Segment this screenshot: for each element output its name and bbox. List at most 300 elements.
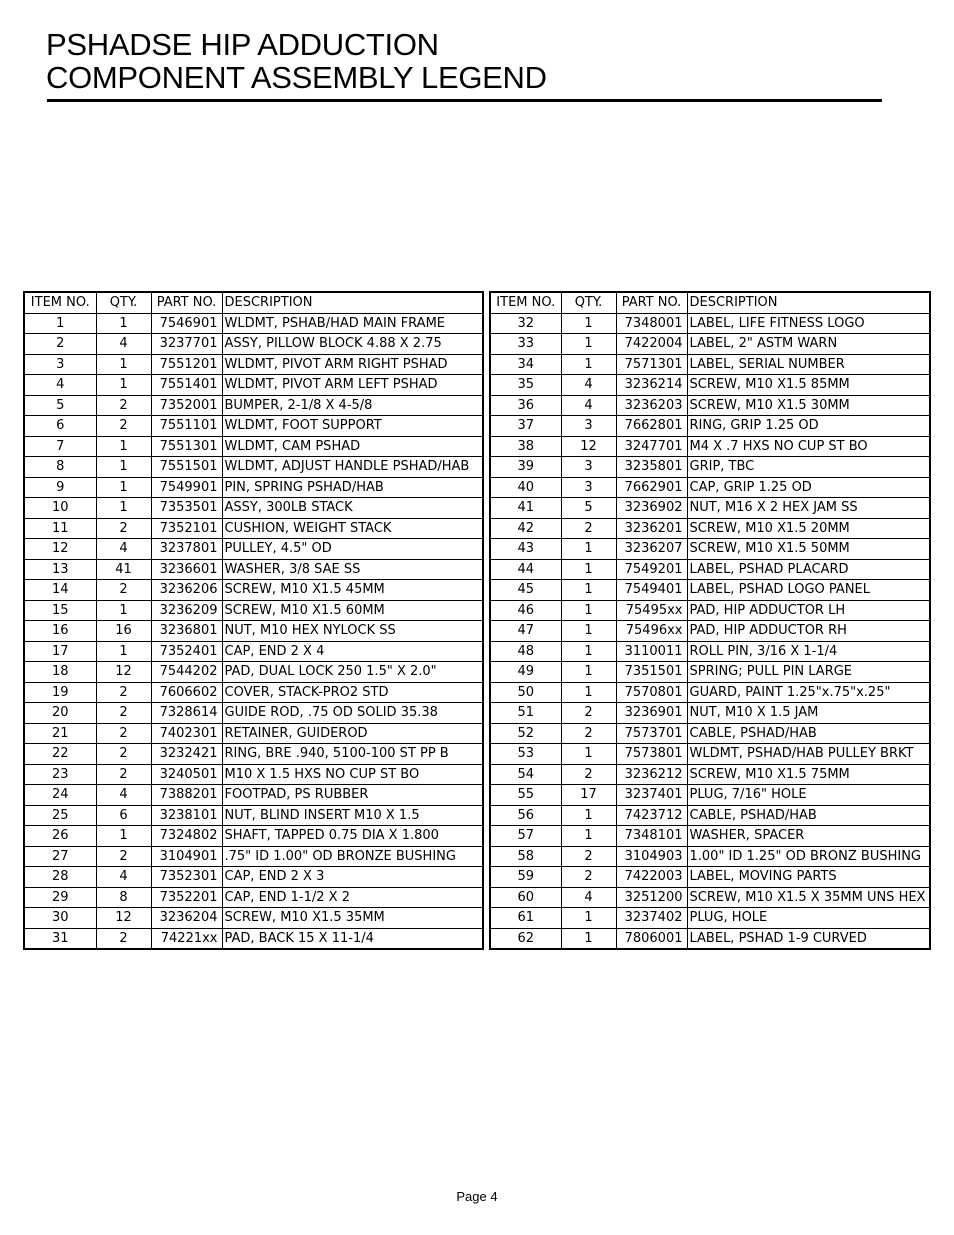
item-no-cell: 59: [490, 867, 561, 888]
item-no-cell: 23: [24, 764, 96, 785]
part-no-cell: 7662801: [616, 416, 687, 437]
part-no-cell: 7352101: [151, 518, 222, 539]
qty-cell: 12: [96, 662, 151, 683]
item-no-cell: 26: [24, 826, 96, 847]
qty-cell: 1: [561, 928, 616, 949]
description-cell: WLDMT, CAM PSHAD: [222, 436, 483, 457]
item-no-cell: 1: [24, 313, 96, 334]
qty-cell: 2: [96, 580, 151, 601]
qty-cell: 1: [561, 600, 616, 621]
qty-cell: 1: [561, 621, 616, 642]
description-cell: SPRING; PULL PIN LARGE: [687, 662, 930, 683]
item-no-cell: 60: [490, 887, 561, 908]
qty-cell: 4: [96, 539, 151, 560]
legend-table-left: [23, 291, 484, 950]
item-no-cell: 4: [24, 375, 96, 396]
qty-cell: 12: [96, 908, 151, 929]
qty-cell: 4: [96, 867, 151, 888]
description-cell: LABEL, 2" ASTM WARN: [687, 334, 930, 355]
part-no-cell: 7551501: [151, 457, 222, 478]
description-cell: CAP, END 2 X 3: [222, 867, 483, 888]
part-no-cell: 3236901: [616, 703, 687, 724]
item-no-cell: 3: [24, 354, 96, 375]
table-row: [490, 928, 930, 949]
part-no-cell: 7351501: [616, 662, 687, 683]
item-no-cell: 11: [24, 518, 96, 539]
description-cell: SCREW, M10 X1.5 30MM: [687, 395, 930, 416]
header-part-no: PART NO.: [616, 292, 687, 313]
qty-cell: 2: [561, 764, 616, 785]
qty-cell: 3: [561, 477, 616, 498]
table-row: [490, 641, 930, 662]
item-no-cell: 62: [490, 928, 561, 949]
description-cell: SCREW, M10 X1.5 60MM: [222, 600, 483, 621]
description-cell: ROLL PIN, 3/16 X 1-1/4: [687, 641, 930, 662]
description-cell: WLDMT, PIVOT ARM LEFT PSHAD: [222, 375, 483, 396]
qty-cell: 2: [96, 416, 151, 437]
item-no-cell: 46: [490, 600, 561, 621]
table-row: [24, 744, 483, 765]
table-row: [24, 600, 483, 621]
qty-cell: 1: [561, 580, 616, 601]
header-part-no: PART NO.: [151, 292, 222, 313]
part-no-cell: 75496xx: [616, 621, 687, 642]
description-cell: PAD, DUAL LOCK 250 1.5" X 2.0": [222, 662, 483, 683]
description-cell: M4 X .7 HXS NO CUP ST BO: [687, 436, 930, 457]
table-row: [490, 334, 930, 355]
item-no-cell: 34: [490, 354, 561, 375]
item-no-cell: 43: [490, 539, 561, 560]
table-row: [490, 477, 930, 498]
qty-cell: 6: [96, 805, 151, 826]
table-row: [490, 559, 930, 580]
qty-cell: 2: [96, 764, 151, 785]
description-cell: PULLEY, 4.5" OD: [222, 539, 483, 560]
description-cell: BUMPER, 2-1/8 X 4-5/8: [222, 395, 483, 416]
table-row: [490, 744, 930, 765]
qty-cell: 4: [96, 785, 151, 806]
part-no-cell: 3236902: [616, 498, 687, 519]
qty-cell: 1: [96, 354, 151, 375]
qty-cell: 3: [561, 416, 616, 437]
table-row: [490, 662, 930, 683]
table-row: [490, 600, 930, 621]
part-no-cell: 3247701: [616, 436, 687, 457]
part-no-cell: 3236214: [616, 375, 687, 396]
part-no-cell: 7422003: [616, 867, 687, 888]
table-row: [24, 867, 483, 888]
part-no-cell: 7352001: [151, 395, 222, 416]
item-no-cell: 57: [490, 826, 561, 847]
description-cell: PAD, HIP ADDUCTOR RH: [687, 621, 930, 642]
header-qty: QTY.: [561, 292, 616, 313]
description-cell: SCREW, M10 X1.5 50MM: [687, 539, 930, 560]
qty-cell: 1: [561, 908, 616, 929]
item-no-cell: 25: [24, 805, 96, 826]
part-no-cell: 3236206: [151, 580, 222, 601]
item-no-cell: 14: [24, 580, 96, 601]
description-cell: SCREW, M10 X1.5 X 35MM UNS HEX: [687, 887, 930, 908]
item-no-cell: 48: [490, 641, 561, 662]
qty-cell: 1: [561, 662, 616, 683]
item-no-cell: 33: [490, 334, 561, 355]
description-cell: SCREW, M10 X1.5 75MM: [687, 764, 930, 785]
part-no-cell: 3236601: [151, 559, 222, 580]
table-row: [24, 764, 483, 785]
qty-cell: 4: [561, 375, 616, 396]
item-no-cell: 19: [24, 682, 96, 703]
part-no-cell: 3237801: [151, 539, 222, 560]
table-row: [490, 682, 930, 703]
table-row: [490, 518, 930, 539]
title-line-2: COMPONENT ASSEMBLY LEGEND: [46, 60, 547, 95]
part-no-cell: 3104901: [151, 846, 222, 867]
part-no-cell: 7348001: [616, 313, 687, 334]
table-row: [490, 539, 930, 560]
qty-cell: 1: [96, 457, 151, 478]
item-no-cell: 21: [24, 723, 96, 744]
item-no-cell: 56: [490, 805, 561, 826]
item-no-cell: 8: [24, 457, 96, 478]
part-no-cell: 3238101: [151, 805, 222, 826]
table-row: [24, 354, 483, 375]
item-no-cell: 49: [490, 662, 561, 683]
qty-cell: 1: [561, 805, 616, 826]
item-no-cell: 17: [24, 641, 96, 662]
qty-cell: 1: [96, 498, 151, 519]
page-number: Page 4: [456, 1189, 498, 1204]
description-cell: CAP, GRIP 1.25 OD: [687, 477, 930, 498]
part-no-cell: 7353501: [151, 498, 222, 519]
part-no-cell: 3235801: [616, 457, 687, 478]
part-no-cell: 7348101: [616, 826, 687, 847]
description-cell: WLDMT, ADJUST HANDLE PSHAD/HAB: [222, 457, 483, 478]
description-cell: WLDMT, FOOT SUPPORT: [222, 416, 483, 437]
part-no-cell: 3237401: [616, 785, 687, 806]
item-no-cell: 18: [24, 662, 96, 683]
qty-cell: 1: [561, 313, 616, 334]
table-row: [24, 539, 483, 560]
description-cell: SCREW, M10 X1.5 45MM: [222, 580, 483, 601]
qty-cell: 16: [96, 621, 151, 642]
qty-cell: 1: [96, 313, 151, 334]
description-cell: ASSY, 300LB STACK: [222, 498, 483, 519]
table-row: [490, 313, 930, 334]
qty-cell: 1: [561, 744, 616, 765]
qty-cell: 1: [96, 436, 151, 457]
description-cell: SCREW, M10 X1.5 35MM: [222, 908, 483, 929]
part-no-cell: 7423712: [616, 805, 687, 826]
part-no-cell: 7570801: [616, 682, 687, 703]
description-cell: SCREW, M10 X1.5 85MM: [687, 375, 930, 396]
item-no-cell: 20: [24, 703, 96, 724]
qty-cell: 12: [561, 436, 616, 457]
table-row: [24, 641, 483, 662]
description-cell: SCREW, M10 X1.5 20MM: [687, 518, 930, 539]
part-no-cell: 7546901: [151, 313, 222, 334]
description-cell: RETAINER, GUIDEROD: [222, 723, 483, 744]
part-no-cell: 3110011: [616, 641, 687, 662]
qty-cell: 1: [96, 477, 151, 498]
description-cell: NUT, M10 HEX NYLOCK SS: [222, 621, 483, 642]
table-row: [24, 395, 483, 416]
item-no-cell: 61: [490, 908, 561, 929]
table-row: [490, 703, 930, 724]
item-no-cell: 28: [24, 867, 96, 888]
table-row: [490, 354, 930, 375]
part-no-cell: 7328614: [151, 703, 222, 724]
table-row: [24, 436, 483, 457]
table-header-row: [24, 292, 483, 313]
title-line-1: PSHADSE HIP ADDUCTION: [46, 27, 439, 62]
part-no-cell: 3240501: [151, 764, 222, 785]
part-no-cell: 3236801: [151, 621, 222, 642]
header-description: DESCRIPTION: [687, 292, 930, 313]
description-cell: WLDMT, PSHAB/HAD MAIN FRAME: [222, 313, 483, 334]
item-no-cell: 2: [24, 334, 96, 355]
table-row: [24, 826, 483, 847]
table-header-row: [490, 292, 930, 313]
table-row: [24, 703, 483, 724]
part-no-cell: 7549201: [616, 559, 687, 580]
description-cell: PAD, HIP ADDUCTOR LH: [687, 600, 930, 621]
part-no-cell: 7571301: [616, 354, 687, 375]
qty-cell: 1: [96, 600, 151, 621]
part-no-cell: 3104903: [616, 846, 687, 867]
header-qty: QTY.: [96, 292, 151, 313]
qty-cell: 1: [561, 559, 616, 580]
part-no-cell: 7606602: [151, 682, 222, 703]
item-no-cell: 39: [490, 457, 561, 478]
qty-cell: 1: [561, 826, 616, 847]
description-cell: WASHER, SPACER: [687, 826, 930, 847]
table-row: [490, 436, 930, 457]
table-row: [490, 621, 930, 642]
qty-cell: 2: [96, 395, 151, 416]
qty-cell: 2: [561, 518, 616, 539]
item-no-cell: 51: [490, 703, 561, 724]
table-row: [490, 395, 930, 416]
qty-cell: 2: [96, 703, 151, 724]
item-no-cell: 41: [490, 498, 561, 519]
qty-cell: 2: [561, 703, 616, 724]
qty-cell: 1: [561, 354, 616, 375]
item-no-cell: 50: [490, 682, 561, 703]
part-no-cell: 7422004: [616, 334, 687, 355]
item-no-cell: 52: [490, 723, 561, 744]
description-cell: NUT, M10 X 1.5 JAM: [687, 703, 930, 724]
description-cell: LABEL, PSHAD PLACARD: [687, 559, 930, 580]
item-no-cell: 40: [490, 477, 561, 498]
part-no-cell: 3236203: [616, 395, 687, 416]
description-cell: GUIDE ROD, .75 OD SOLID 35.38: [222, 703, 483, 724]
description-cell: WLDMT, PIVOT ARM RIGHT PSHAD: [222, 354, 483, 375]
table-row: [490, 867, 930, 888]
description-cell: PIN, SPRING PSHAD/HAB: [222, 477, 483, 498]
table-row: [24, 580, 483, 601]
item-no-cell: 9: [24, 477, 96, 498]
header-description: DESCRIPTION: [222, 292, 483, 313]
description-cell: FOOTPAD, PS RUBBER: [222, 785, 483, 806]
table-row: [490, 375, 930, 396]
item-no-cell: 54: [490, 764, 561, 785]
part-no-cell: 3236207: [616, 539, 687, 560]
part-no-cell: 3236209: [151, 600, 222, 621]
part-no-cell: 7551101: [151, 416, 222, 437]
part-no-cell: 7573701: [616, 723, 687, 744]
qty-cell: 1: [561, 682, 616, 703]
item-no-cell: 55: [490, 785, 561, 806]
description-cell: CABLE, PSHAD/HAB: [687, 723, 930, 744]
part-no-cell: 7352201: [151, 887, 222, 908]
part-no-cell: 7549401: [616, 580, 687, 601]
description-cell: NUT, M16 X 2 HEX JAM SS: [687, 498, 930, 519]
part-no-cell: 7324802: [151, 826, 222, 847]
description-cell: COVER, STACK-PRO2 STD: [222, 682, 483, 703]
description-cell: LABEL, MOVING PARTS: [687, 867, 930, 888]
qty-cell: 4: [561, 887, 616, 908]
description-cell: M10 X 1.5 HXS NO CUP ST BO: [222, 764, 483, 785]
table-row: [24, 559, 483, 580]
part-no-cell: 7551401: [151, 375, 222, 396]
description-cell: ASSY, PILLOW BLOCK 4.88 X 2.75: [222, 334, 483, 355]
part-no-cell: 75495xx: [616, 600, 687, 621]
qty-cell: 4: [561, 395, 616, 416]
qty-cell: 2: [96, 928, 151, 949]
table-row: [490, 457, 930, 478]
qty-cell: 1: [561, 539, 616, 560]
qty-cell: 4: [96, 334, 151, 355]
description-cell: RING, GRIP 1.25 OD: [687, 416, 930, 437]
description-cell: LABEL, SERIAL NUMBER: [687, 354, 930, 375]
description-cell: NUT, BLIND INSERT M10 X 1.5: [222, 805, 483, 826]
qty-cell: 2: [561, 846, 616, 867]
part-no-cell: 7388201: [151, 785, 222, 806]
table-row: [24, 928, 483, 949]
table-row: [24, 334, 483, 355]
qty-cell: 1: [561, 334, 616, 355]
part-no-cell: 7573801: [616, 744, 687, 765]
description-cell: CUSHION, WEIGHT STACK: [222, 518, 483, 539]
qty-cell: 2: [96, 682, 151, 703]
table-row: [24, 662, 483, 683]
table-row: [24, 416, 483, 437]
table-row: [490, 887, 930, 908]
table-row: [490, 785, 930, 806]
part-no-cell: 7352301: [151, 867, 222, 888]
table-row: [490, 416, 930, 437]
description-cell: WASHER, 3/8 SAE SS: [222, 559, 483, 580]
page-title: [46, 28, 547, 94]
item-no-cell: 12: [24, 539, 96, 560]
description-cell: CAP, END 1-1/2 X 2: [222, 887, 483, 908]
title-underline: [47, 99, 882, 102]
item-no-cell: 5: [24, 395, 96, 416]
qty-cell: 2: [561, 867, 616, 888]
qty-cell: 1: [96, 641, 151, 662]
part-no-cell: 3237402: [616, 908, 687, 929]
item-no-cell: 31: [24, 928, 96, 949]
description-cell: LABEL, LIFE FITNESS LOGO: [687, 313, 930, 334]
description-cell: WLDMT, PSHAD/HAB PULLEY BRKT: [687, 744, 930, 765]
description-cell: CAP, END 2 X 4: [222, 641, 483, 662]
table-row: [490, 908, 930, 929]
part-no-cell: 3236204: [151, 908, 222, 929]
table-row: [24, 805, 483, 826]
part-no-cell: 3232421: [151, 744, 222, 765]
item-no-cell: 37: [490, 416, 561, 437]
part-no-cell: 3251200: [616, 887, 687, 908]
description-cell: LABEL, PSHAD 1-9 CURVED: [687, 928, 930, 949]
table-row: [490, 580, 930, 601]
item-no-cell: 6: [24, 416, 96, 437]
item-no-cell: 10: [24, 498, 96, 519]
qty-cell: 3: [561, 457, 616, 478]
description-cell: RING, BRE .940, 5100-100 ST PP B: [222, 744, 483, 765]
part-no-cell: 3237701: [151, 334, 222, 355]
qty-cell: 2: [96, 723, 151, 744]
table-row: [24, 723, 483, 744]
table-row: [24, 498, 483, 519]
description-cell: PAD, BACK 15 X 11-1/4: [222, 928, 483, 949]
item-no-cell: 36: [490, 395, 561, 416]
table-row: [24, 908, 483, 929]
item-no-cell: 16: [24, 621, 96, 642]
table-row: [24, 477, 483, 498]
description-cell: .75" ID 1.00" OD BRONZE BUSHING: [222, 846, 483, 867]
description-cell: PLUG, HOLE: [687, 908, 930, 929]
table-row: [24, 682, 483, 703]
description-cell: 1.00" ID 1.25" OD BRONZ BUSHING: [687, 846, 930, 867]
table-row: [490, 723, 930, 744]
description-cell: GRIP, TBC: [687, 457, 930, 478]
header-item-no: ITEM NO.: [24, 292, 96, 313]
item-no-cell: 47: [490, 621, 561, 642]
item-no-cell: 15: [24, 600, 96, 621]
item-no-cell: 44: [490, 559, 561, 580]
part-no-cell: 7402301: [151, 723, 222, 744]
qty-cell: 1: [96, 826, 151, 847]
part-no-cell: 7806001: [616, 928, 687, 949]
qty-cell: 5: [561, 498, 616, 519]
table-row: [490, 826, 930, 847]
qty-cell: 2: [96, 518, 151, 539]
qty-cell: 1: [561, 641, 616, 662]
item-no-cell: 53: [490, 744, 561, 765]
table-row: [24, 887, 483, 908]
qty-cell: 1: [96, 375, 151, 396]
description-cell: LABEL, PSHAD LOGO PANEL: [687, 580, 930, 601]
table-row: [24, 621, 483, 642]
table-row: [24, 785, 483, 806]
item-no-cell: 45: [490, 580, 561, 601]
item-no-cell: 38: [490, 436, 561, 457]
item-no-cell: 7: [24, 436, 96, 457]
item-no-cell: 30: [24, 908, 96, 929]
table-row: [24, 457, 483, 478]
header-item-no: ITEM NO.: [490, 292, 561, 313]
item-no-cell: 13: [24, 559, 96, 580]
part-no-cell: 7544202: [151, 662, 222, 683]
item-no-cell: 24: [24, 785, 96, 806]
part-no-cell: 7551301: [151, 436, 222, 457]
part-no-cell: 74221xx: [151, 928, 222, 949]
table-row: [24, 846, 483, 867]
item-no-cell: 29: [24, 887, 96, 908]
table-row: [490, 846, 930, 867]
item-no-cell: 22: [24, 744, 96, 765]
table-row: [24, 313, 483, 334]
